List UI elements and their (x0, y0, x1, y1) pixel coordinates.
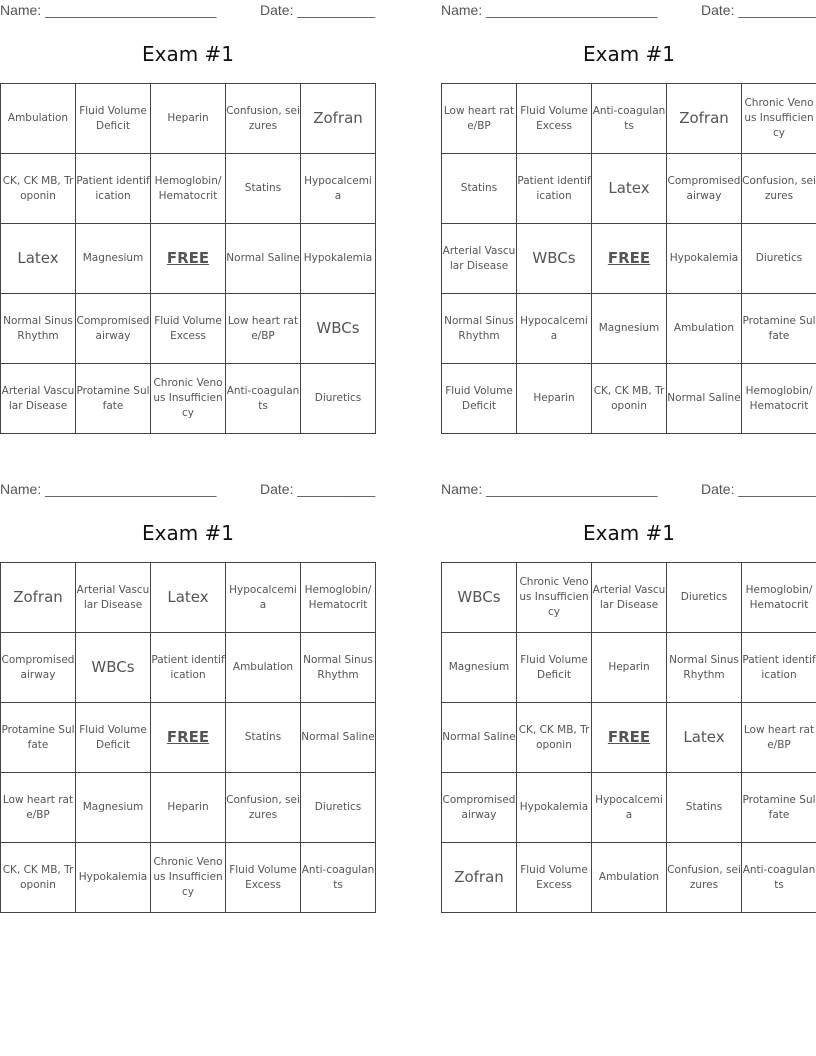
bingo-cell: Confusion, seizures (667, 843, 742, 913)
bingo-cell: CK, CK MB, Troponin (1, 843, 76, 913)
bingo-cell: Hemoglobin/Hematocrit (742, 563, 816, 633)
bingo-cell: Hypocalcemia (592, 773, 667, 843)
grid-row (1, 294, 376, 364)
bingo-cell: Compromised airway (76, 294, 151, 364)
bingo-cell: CK, CK MB, Troponin (592, 364, 667, 434)
bingo-cell: Diuretics (742, 224, 816, 294)
bingo-cell: Low heart rate/BP (742, 703, 816, 773)
bingo-cell: Fluid Volume Excess (517, 843, 592, 913)
bingo-cell: Latex (1, 224, 76, 294)
name-field: Name: ______________________ (0, 481, 217, 497)
bingo-cell: Low heart rate/BP (226, 294, 301, 364)
bingo-grid (0, 83, 376, 434)
bingo-cell: Latex (667, 703, 742, 773)
bingo-cell: Hypokalemia (667, 224, 742, 294)
bingo-cell: Heparin (517, 364, 592, 434)
bingo-cell: Heparin (151, 84, 226, 154)
grid-row (1, 843, 376, 913)
bingo-cell: Chronic Venous Insufficiency (151, 364, 226, 434)
bingo-cell: Patient identification (517, 154, 592, 224)
free-space-cell: FREE (151, 224, 226, 294)
name-field: Name: ______________________ (441, 481, 658, 497)
bingo-cell: Hypocalcemia (226, 563, 301, 633)
bingo-cell: Confusion, seizures (226, 84, 301, 154)
bingo-cell: Normal Sinus Rhythm (442, 294, 517, 364)
bingo-cell: Ambulation (1, 84, 76, 154)
card-title: Exam #1 (582, 521, 676, 545)
bingo-cell: Hemoglobin/Hematocrit (151, 154, 226, 224)
date-field: Date: __________ (701, 2, 816, 18)
bingo-cell: Fluid Volume Excess (517, 84, 592, 154)
grid-row (442, 224, 816, 294)
bingo-cell: Confusion, seizures (742, 154, 816, 224)
date-field: Date: __________ (701, 481, 816, 497)
grid-row (1, 563, 376, 633)
bingo-cell: Latex (592, 154, 667, 224)
bingo-cell: Ambulation (592, 843, 667, 913)
bingo-cell: CK, CK MB, Troponin (1, 154, 76, 224)
bingo-cell: Arterial Vascular Disease (1, 364, 76, 434)
bingo-cell: Anti-coagulants (226, 364, 301, 434)
grid-row (1, 224, 376, 294)
bingo-cell: Compromised airway (442, 773, 517, 843)
bingo-cell: Magnesium (76, 773, 151, 843)
grid-row (442, 294, 816, 364)
bingo-cell: Diuretics (667, 563, 742, 633)
bingo-cell: Patient identification (76, 154, 151, 224)
bingo-card-2 (441, 0, 816, 440)
grid-row (442, 154, 816, 224)
name-field: Name: ______________________ (441, 2, 658, 18)
name-field: Name: ______________________ (0, 2, 217, 18)
bingo-cell: Normal Saline (301, 703, 376, 773)
bingo-cell: Zofran (667, 84, 742, 154)
bingo-cell: Statins (226, 154, 301, 224)
bingo-cell: Normal Saline (667, 364, 742, 434)
card-title: Exam #1 (141, 42, 235, 66)
bingo-cell: Patient identification (742, 633, 816, 703)
bingo-cell: Compromised airway (1, 633, 76, 703)
bingo-cell: Anti-coagulants (592, 84, 667, 154)
grid-row (442, 563, 816, 633)
bingo-cell: Zofran (1, 563, 76, 633)
bingo-cell: Anti-coagulants (301, 843, 376, 913)
bingo-card-1 (0, 0, 376, 440)
name-date-row (441, 2, 816, 20)
bingo-cell: Hypocalcemia (301, 154, 376, 224)
bingo-cell: Heparin (151, 773, 226, 843)
grid-row (442, 773, 816, 843)
bingo-cell: Diuretics (301, 364, 376, 434)
free-space-cell: FREE (151, 703, 226, 773)
bingo-cell: Arterial Vascular Disease (442, 224, 517, 294)
bingo-cell: Hemoglobin/Hematocrit (301, 563, 376, 633)
grid-row (1, 703, 376, 773)
bingo-cell: Fluid Volume Deficit (442, 364, 517, 434)
bingo-cell: Hypocalcemia (517, 294, 592, 364)
bingo-cell: Confusion, seizures (226, 773, 301, 843)
bingo-cell: Low heart rate/BP (442, 84, 517, 154)
bingo-cell: Protamine Sulfate (1, 703, 76, 773)
grid-row (442, 84, 816, 154)
date-field: Date: __________ (260, 481, 376, 497)
grid-row (1, 773, 376, 843)
name-date-row (441, 481, 816, 499)
bingo-grid (441, 83, 816, 434)
bingo-cell: Ambulation (667, 294, 742, 364)
bingo-cell: Normal Sinus Rhythm (667, 633, 742, 703)
bingo-card-4 (441, 479, 816, 919)
grid-row (442, 843, 816, 913)
free-space-cell: FREE (592, 703, 667, 773)
free-space-cell: FREE (592, 224, 667, 294)
bingo-cell: Anti-coagulants (742, 843, 816, 913)
bingo-grid (0, 562, 376, 913)
bingo-cell: Magnesium (442, 633, 517, 703)
bingo-cell: Zofran (442, 843, 517, 913)
grid-row (442, 364, 816, 434)
grid-row (1, 154, 376, 224)
bingo-cell: Hypokalemia (301, 224, 376, 294)
date-field: Date: __________ (260, 2, 376, 18)
bingo-cell: Magnesium (592, 294, 667, 364)
grid-row (1, 84, 376, 154)
bingo-cell: Zofran (301, 84, 376, 154)
bingo-cell: Patient identification (151, 633, 226, 703)
bingo-cell: Normal Saline (442, 703, 517, 773)
bingo-cell: Chronic Venous Insufficiency (742, 84, 816, 154)
bingo-cell: Statins (442, 154, 517, 224)
bingo-cell: Latex (151, 563, 226, 633)
bingo-cell: Chronic Venous Insufficiency (151, 843, 226, 913)
grid-row (1, 364, 376, 434)
bingo-cell: Fluid Volume Deficit (76, 703, 151, 773)
bingo-cell: Heparin (592, 633, 667, 703)
bingo-cell: Ambulation (226, 633, 301, 703)
bingo-cell: Normal Sinus Rhythm (1, 294, 76, 364)
bingo-cell: Arterial Vascular Disease (76, 563, 151, 633)
bingo-cell: Normal Saline (226, 224, 301, 294)
card-title: Exam #1 (141, 521, 235, 545)
bingo-cell: Protamine Sulfate (76, 364, 151, 434)
bingo-cell: Statins (226, 703, 301, 773)
bingo-cell: Statins (667, 773, 742, 843)
bingo-cell: Hypokalemia (517, 773, 592, 843)
bingo-card-3 (0, 479, 376, 919)
card-title: Exam #1 (582, 42, 676, 66)
bingo-cell: Fluid Volume Excess (151, 294, 226, 364)
bingo-cell: Fluid Volume Deficit (76, 84, 151, 154)
bingo-cell: Protamine Sulfate (742, 773, 816, 843)
bingo-cell: Fluid Volume Excess (226, 843, 301, 913)
bingo-cell: Arterial Vascular Disease (592, 563, 667, 633)
bingo-cell: WBCs (76, 633, 151, 703)
name-date-row (0, 2, 376, 20)
bingo-cell: Diuretics (301, 773, 376, 843)
bingo-grid (441, 562, 816, 913)
bingo-cell: Protamine Sulfate (742, 294, 816, 364)
bingo-cell: Chronic Venous Insufficiency (517, 563, 592, 633)
bingo-cell: Fluid Volume Deficit (517, 633, 592, 703)
bingo-cell: Low heart rate/BP (1, 773, 76, 843)
name-date-row (0, 481, 376, 499)
bingo-cell: WBCs (442, 563, 517, 633)
bingo-cell: Magnesium (76, 224, 151, 294)
bingo-cell: WBCs (301, 294, 376, 364)
bingo-cell: Hemoglobin/Hematocrit (742, 364, 816, 434)
bingo-cell: Hypokalemia (76, 843, 151, 913)
bingo-cell: Normal Sinus Rhythm (301, 633, 376, 703)
grid-row (442, 703, 816, 773)
bingo-cell: WBCs (517, 224, 592, 294)
grid-row (1, 633, 376, 703)
grid-row (442, 633, 816, 703)
bingo-cell: Compromised airway (667, 154, 742, 224)
bingo-cell: CK, CK MB, Troponin (517, 703, 592, 773)
